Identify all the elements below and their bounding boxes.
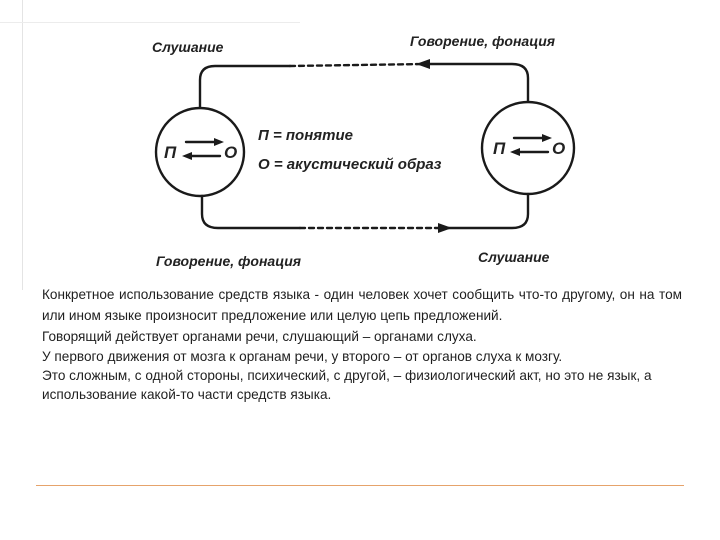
right-concept-letter: П	[493, 139, 506, 158]
right-inner-arrowhead-top	[542, 134, 552, 142]
body-text	[42, 284, 682, 404]
top-path-dashed	[290, 64, 425, 66]
legend-concept: П = понятие	[258, 127, 353, 144]
bottom-path-right	[445, 194, 528, 228]
speech-circuit-svg	[140, 18, 590, 280]
top-path-right	[425, 64, 528, 102]
speech-circuit-diagram	[140, 18, 590, 280]
label-bottom-left: Говорение, фонация	[156, 253, 302, 269]
paragraph-3: У первого движения от мозга к органам речи, у второго – от органов слуха к мозгу.	[42, 349, 563, 364]
paragraph-1: Конкретное использование средств языка - один человек хочет сообщить что-то другому, он на том или ином языке произносит предложение или целую цепь предложений.	[42, 287, 682, 323]
paragraph-2: Говорящий действует органами речи, слушающий – органами слуха.	[42, 329, 477, 344]
label-bottom-right: Слушание	[478, 249, 550, 265]
label-top-left: Слушание	[152, 39, 224, 55]
left-concept-letter: П	[164, 143, 177, 162]
legend-image: О = акустический образ	[258, 156, 442, 173]
top-arrowhead	[416, 59, 430, 69]
top-path-left	[200, 66, 290, 108]
paragraph-4: Это сложным, с одной стороны, психический, с другой, – физиологический акт, но это не язык, а использование какой-то части средств языка.	[42, 368, 652, 402]
right-image-letter: О	[552, 139, 566, 158]
bottom-arrowhead	[438, 223, 452, 233]
left-inner-arrowhead-bottom	[182, 152, 192, 160]
left-inner-arrowhead-top	[214, 138, 224, 146]
left-image-letter: О	[224, 143, 238, 162]
corner-rule-vertical	[22, 0, 23, 290]
bottom-path-left	[202, 196, 300, 228]
right-inner-arrowhead-bottom	[510, 148, 520, 156]
footer-accent-rule	[36, 485, 684, 486]
label-top-right: Говорение, фонация	[410, 33, 556, 49]
